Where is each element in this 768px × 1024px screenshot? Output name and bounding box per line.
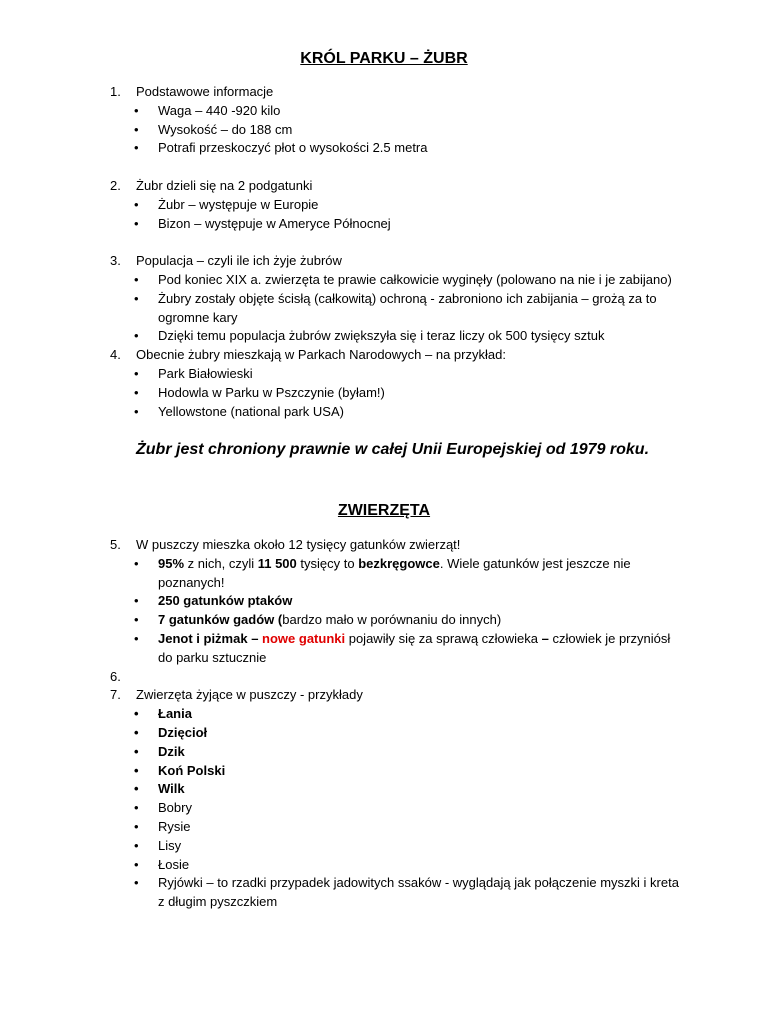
bullet-item: • Koń Polski: [0, 762, 768, 781]
bullet-item: • Yellowstone (national park USA): [0, 403, 768, 422]
list-item-4: [0, 346, 768, 365]
bullet-text-bold: –: [541, 630, 549, 646]
list-item-7: [0, 686, 768, 705]
list-item-1: [0, 83, 768, 102]
bullet-text-bold: Jenot i piżmak –: [158, 630, 263, 646]
item-heading: W puszczy mieszka około 12 tysięcy gatunków zwierząt!: [136, 537, 461, 552]
bullet-item: • Bizon – występuje w Ameryce Północnej: [0, 215, 768, 234]
bullet-item: • Ryjówki – to rzadki przypadek jadowitych ssaków - wyglądają jak połączenie myszki i kreta z długim pyszczkiem: [0, 874, 768, 912]
bullet-text-bold: bezkręgowce: [358, 555, 440, 571]
item-number: 6.: [110, 668, 121, 684]
bullet-text-bold: 11 500: [257, 555, 297, 571]
bullet-item: • Potrafi przeskoczyć płot o wysokości 2.5 metra: [0, 139, 768, 158]
section-1: [0, 83, 768, 421]
list-item-6: [0, 668, 768, 687]
bullet-text: tysięcy to: [296, 555, 359, 571]
bullet-text: pojawiły się za sprawą człowieka: [345, 630, 542, 646]
item-heading: Podstawowe informacje: [136, 84, 274, 99]
bullet-item: • Żubr – występuje w Europie: [0, 196, 768, 215]
bullet-item: • Hodowla w Parku w Pszczynie (byłam!): [0, 384, 768, 403]
bullet-text-bold: 7 gatunków gadów (: [158, 612, 283, 628]
bullet-item: • Dzięcioł: [0, 724, 768, 743]
protection-statement: Żubr jest chroniony prawnie w całej Unii Europejskiej od 1979 roku.: [136, 441, 650, 458]
item-number: 7.: [110, 687, 121, 703]
bullet-item: • Lisy: [0, 837, 768, 856]
bullet-item: • Wilk: [0, 780, 768, 799]
bullet-item: • Rysie: [0, 818, 768, 837]
bullet-item: [0, 611, 768, 630]
item-heading: Populacja – czyli ile ich żyje żubrów: [136, 253, 342, 269]
bullet-item: [0, 592, 768, 611]
item-heading: Żubr dzieli się na 2 podgatunki: [136, 177, 313, 193]
bullet-item: • Łania: [0, 705, 768, 724]
highlight-text: nowe gatunki: [262, 630, 346, 646]
item-number: 1.: [110, 84, 121, 99]
bullet-item: • Wysokość – do 188 cm: [0, 121, 768, 140]
bullet-item: • Waga – 440 -920 kilo: [0, 102, 768, 121]
bullet-item: • Bobry: [0, 799, 768, 818]
item-number: 3.: [110, 253, 121, 269]
bullet-text-bold: 250 gatunków ptaków: [158, 593, 293, 609]
list-item-3: [0, 252, 768, 271]
item-number: 5.: [110, 537, 121, 552]
page-title: KRÓL PARKU – ŻUBR: [300, 50, 468, 67]
bullet-item: • Dzięki temu populacja żubrów zwiększyła się i teraz liczy ok 500 tysięcy sztuk: [0, 327, 768, 346]
item-number: 4.: [110, 347, 121, 363]
bullet-item: • Żubry zostały objęte ścisłą (całkowitą) ochroną - zabroniono ich zabijania – grożą za to ogromne kary: [0, 290, 768, 328]
item-heading: Zwierzęta żyjące w puszczy - przykłady: [136, 687, 363, 703]
bullet-text: z nich, czyli: [184, 555, 258, 571]
bullet-item: • Pod koniec XIX a. zwierzęta te prawie całkowicie wyginęły (polowano na nie i je zabijano): [0, 271, 768, 290]
bullet-item: • Dzik: [0, 743, 768, 762]
list-item-2: [0, 177, 768, 196]
bullet-text: bardzo mało w porównaniu do innych): [282, 612, 502, 628]
bullet-item: • Łosie: [0, 856, 768, 875]
section-title: ZWIERZĘTA: [337, 502, 431, 519]
bullet-item: • Park Białowieski: [0, 365, 768, 384]
bullet-item: [0, 630, 768, 668]
bullet-text-bold: 95%: [158, 555, 185, 571]
bullet-text: człowiek je przyniósł do parku sztucznie: [158, 630, 671, 665]
bullet-item: [0, 555, 768, 593]
item-number: 2.: [110, 177, 121, 193]
item-heading: Obecnie żubry mieszkają w Parkach Narodowych – na przykład:: [136, 347, 506, 363]
list-item-5: [0, 536, 768, 555]
bullet-text: . Wiele gatunków jest jeszcze nie poznanych!: [158, 555, 631, 590]
section-2: [0, 536, 768, 912]
